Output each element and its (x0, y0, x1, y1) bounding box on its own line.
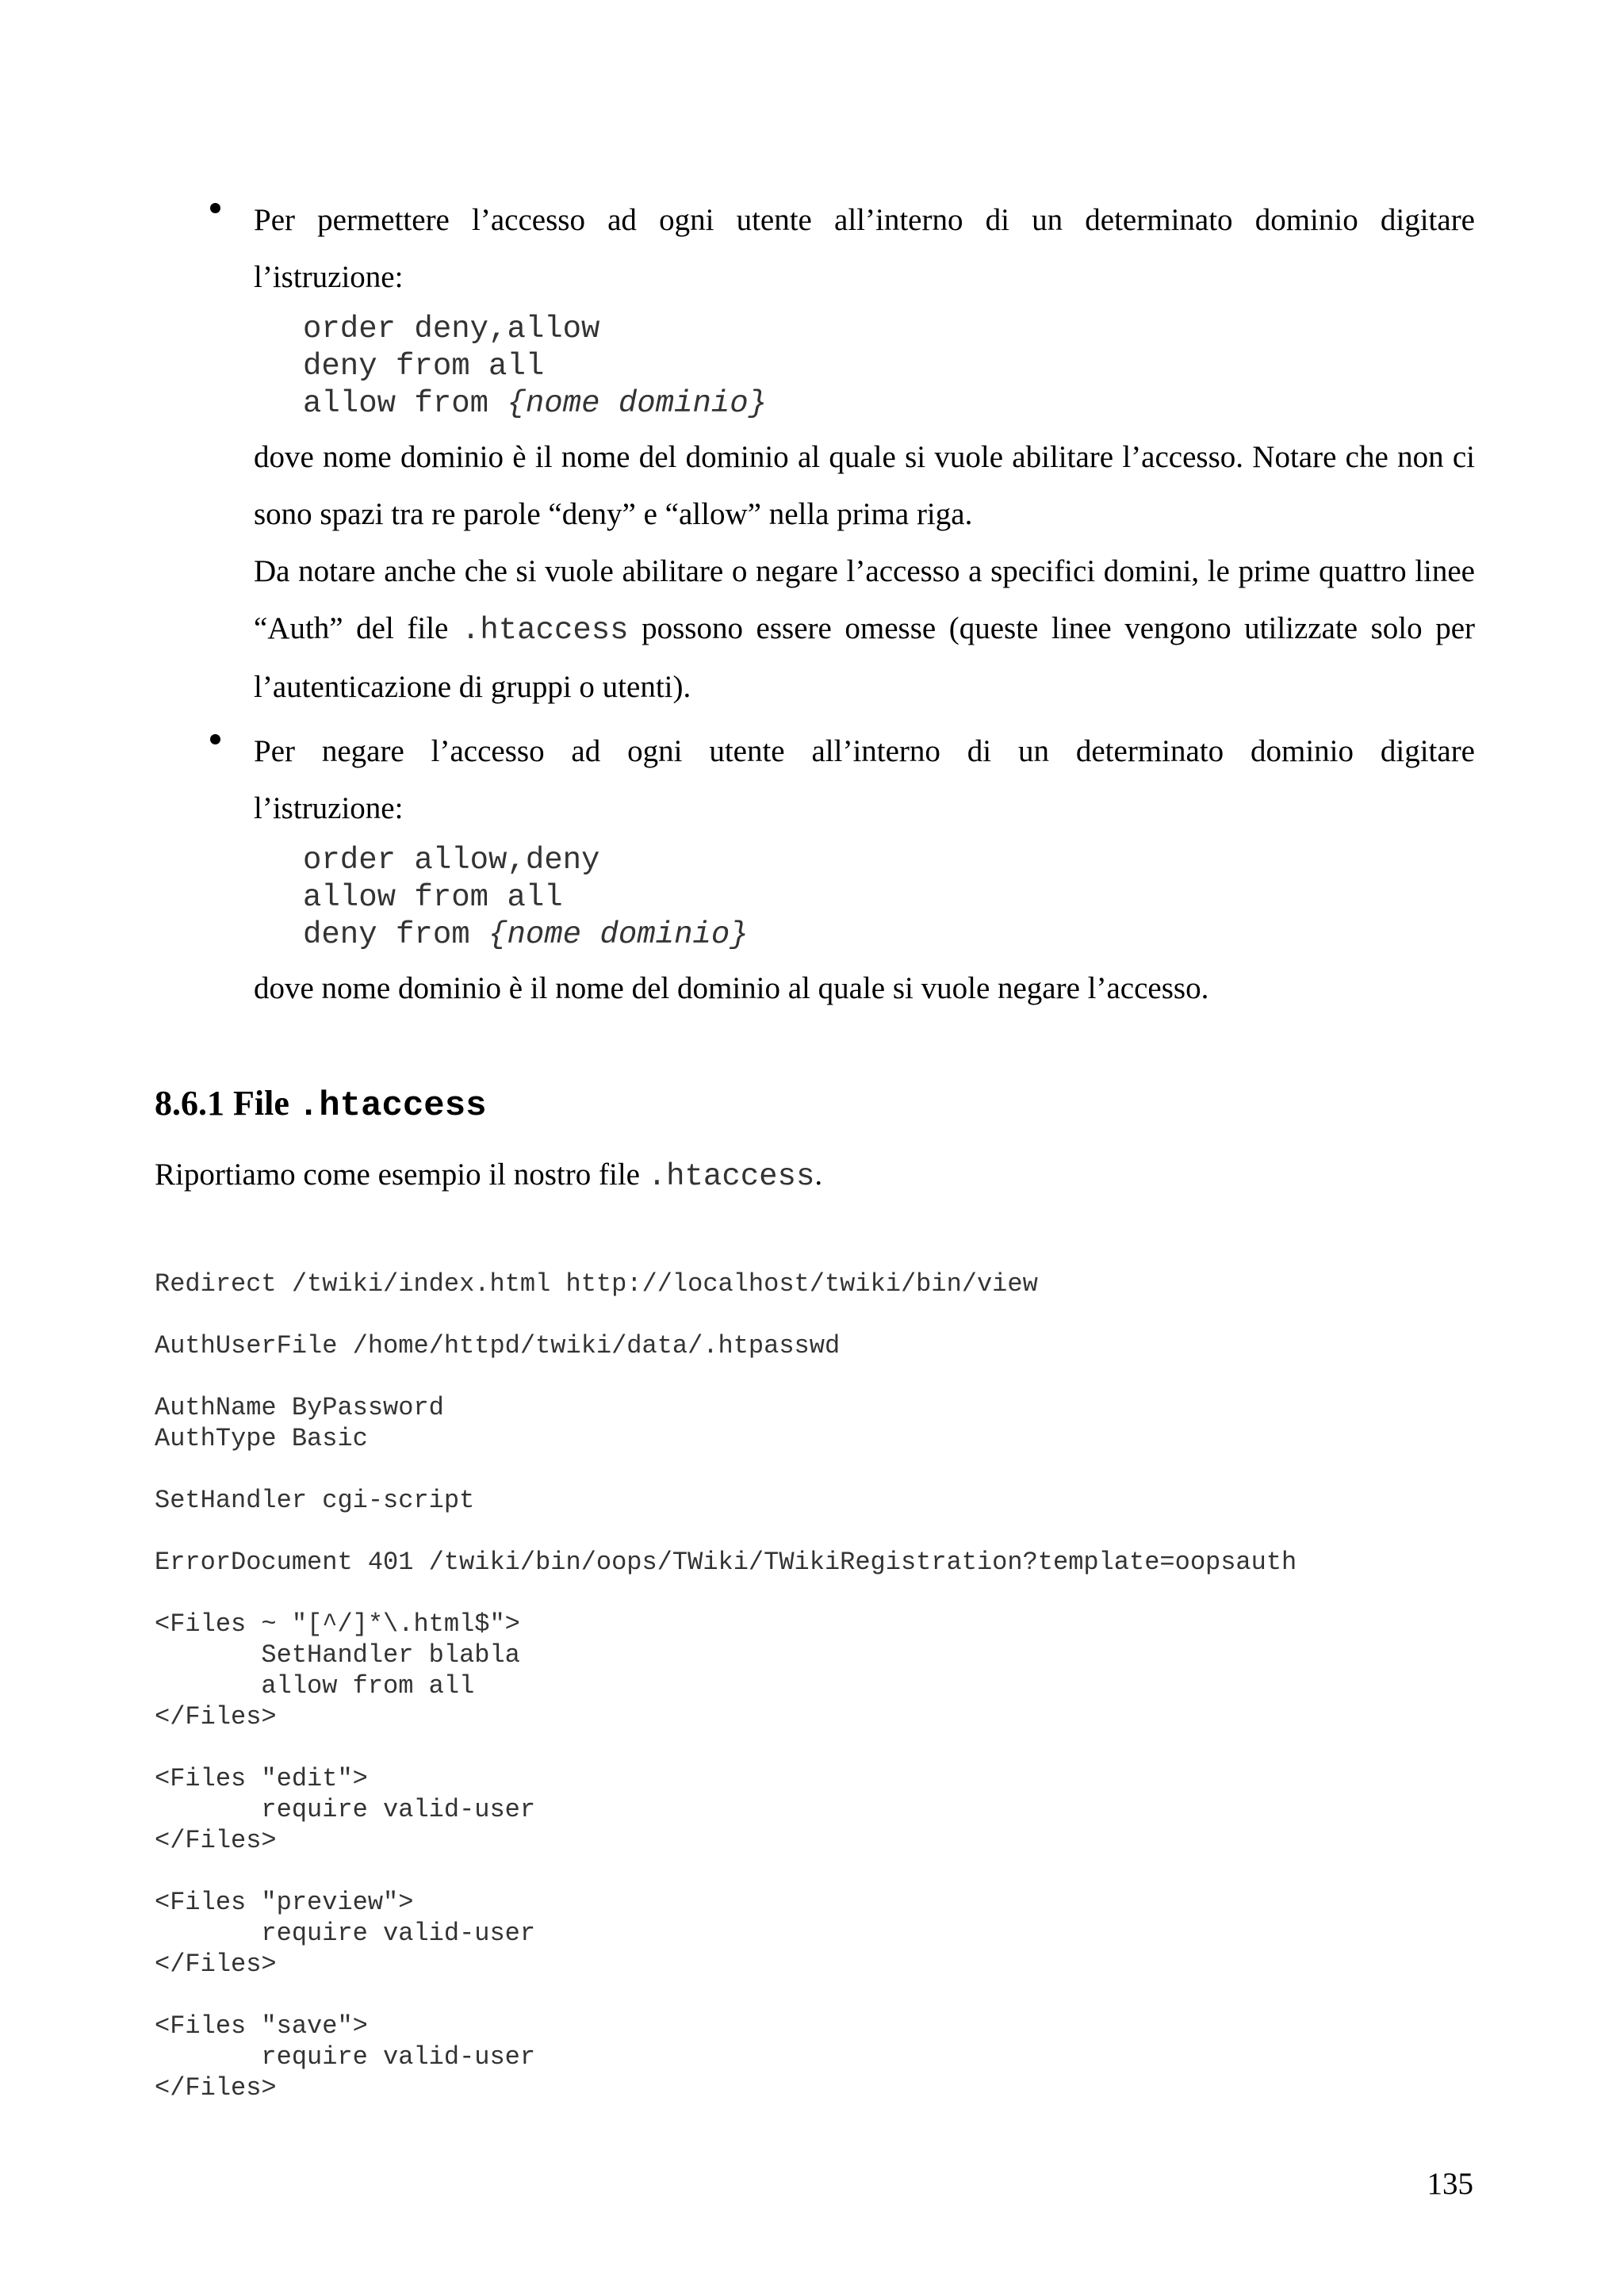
listing-line: <Files "save"> (155, 2011, 368, 2041)
code-line: allow from {nome dominio} (303, 386, 768, 421)
bullet-icon (210, 734, 220, 744)
listing-line: require valid-user (155, 1795, 536, 1824)
listing-line: <Files ~ "[^/]*\.html$"> (155, 1609, 520, 1639)
code-line: deny from {nome dominio} (303, 917, 749, 952)
listing-blank-line (155, 1361, 1297, 1392)
listing-blank-line (155, 1856, 1297, 1887)
bullet-note-auth: Da notare anche che si vuole abilitare o negare l’accesso a specifici domini, le prime quattro linee “Auth” del file .htaccess possono essere omesse (queste linee vengono utilizzate solo per l’autenticazione di gruppi o utenti). (254, 554, 1475, 704)
bullet-note: dove nome dominio è il nome del dominio al quale si vuole abilitare l’accesso. Notare che non ci sono spazi tra re parole “deny” e “allow” nella prima riga. (254, 440, 1475, 531)
section-intro: Riportiamo come esempio il nostro file .htaccess. (155, 1158, 823, 1194)
listing-line: require valid-user (155, 2042, 536, 2072)
listing-line: AuthType Basic (155, 1424, 368, 1453)
code-line: deny from all (303, 349, 545, 384)
listing-line: </Files> (155, 1702, 277, 1732)
listing-blank-line (155, 1516, 1297, 1547)
listing-blank-line (155, 1980, 1297, 2011)
listing-line: ErrorDocument 401 /twiki/bin/oops/TWiki/TWikiRegistration?template=oopsauth (155, 1548, 1297, 1577)
listing-line: <Files "edit"> (155, 1764, 368, 1793)
listing-line: AuthName ByPassword (155, 1393, 444, 1422)
section-heading: 8.6.1 File .htaccess (155, 1084, 487, 1126)
listing-line: SetHandler cgi-script (155, 1486, 475, 1515)
listing-blank-line (155, 1578, 1297, 1609)
inline-code: .htaccess (647, 1159, 815, 1194)
bullet-note: dove nome dominio è il nome del dominio al quale si vuole negare l’accesso. (254, 971, 1209, 1005)
listing-line: SetHandler blabla (155, 1640, 520, 1670)
code-block (303, 842, 1475, 954)
listing-line: </Files> (155, 2073, 277, 2103)
page-number: 135 (1427, 2167, 1473, 2201)
bullet-intro: Per permettere l’accesso ad ogni utente all’interno di un determinato dominio digitare (254, 203, 1475, 237)
code-line: allow from all (303, 880, 563, 915)
bullet-item-allow-domain (254, 192, 1475, 716)
listing-blank-line (155, 1299, 1297, 1330)
bullet-intro: Per negare l’accesso ad ogni utente all’interno di un determinato dominio digitare (254, 734, 1475, 768)
code-line: order allow,deny (303, 843, 600, 878)
bullet-intro-continued: l’istruzione: (254, 791, 404, 825)
bullet-intro-continued: l’istruzione: (254, 260, 404, 294)
listing-line: </Files> (155, 1950, 277, 1979)
htaccess-listing (155, 1269, 1297, 2103)
listing-blank-line (155, 1732, 1297, 1763)
inline-code: .htaccess (461, 613, 629, 648)
listing-line: allow from all (155, 1671, 475, 1701)
bullet-icon (210, 203, 220, 213)
bullet-item-deny-domain (254, 723, 1475, 1017)
listing-line: <Files "preview"> (155, 1888, 414, 1917)
code-line: order deny,allow (303, 312, 600, 346)
listing-line: AuthUserFile /home/httpd/twiki/data/.htpasswd (155, 1331, 841, 1360)
listing-line: Redirect /twiki/index.html http://localhost/twiki/bin/view (155, 1269, 1038, 1299)
listing-line: require valid-user (155, 1919, 536, 1948)
listing-line: </Files> (155, 1826, 277, 1855)
code-block (303, 311, 1475, 423)
listing-blank-line (155, 1454, 1297, 1485)
